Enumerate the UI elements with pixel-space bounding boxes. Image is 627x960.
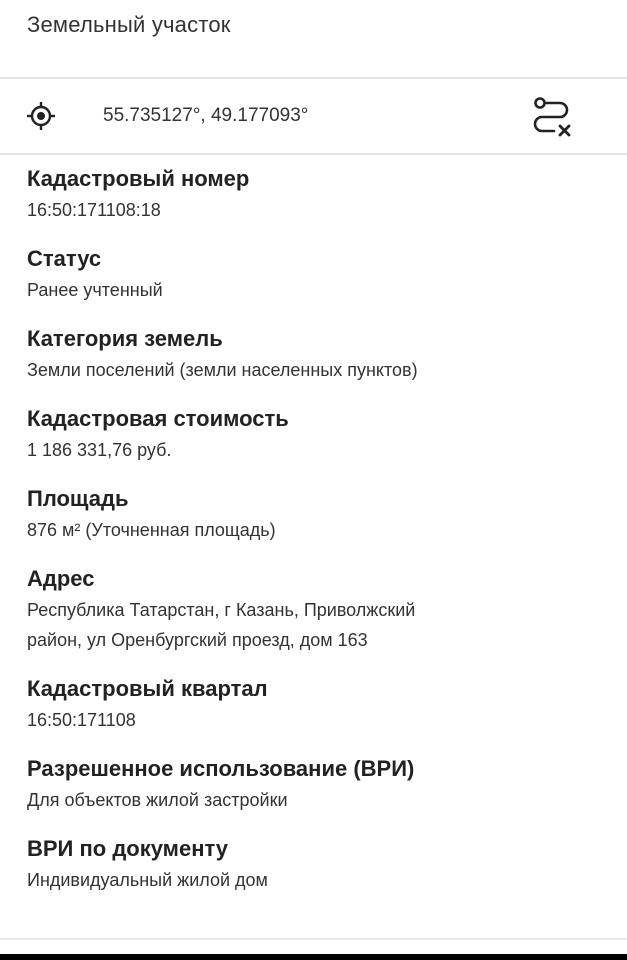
route-icon[interactable]	[530, 95, 574, 139]
coordinates-row	[0, 79, 627, 153]
info-item-permitted-use	[27, 753, 607, 815]
bottom-divider	[0, 938, 627, 940]
info-item-address	[27, 563, 607, 655]
info-item-document-use	[27, 833, 607, 895]
info-label: Разрешенное использование (ВРИ)	[27, 756, 415, 781]
info-label: Адрес	[27, 566, 95, 591]
bottom-edge	[0, 954, 627, 960]
info-item-cadastral-number	[27, 163, 607, 225]
info-label: Кадастровый квартал	[27, 676, 268, 701]
coordinates-value[interactable]: 55.735127°, 49.177093°	[103, 105, 309, 126]
info-label: Категория земель	[27, 326, 223, 351]
info-value: 16:50:171108:18	[27, 200, 161, 220]
info-label: Кадастровая стоимость	[27, 406, 289, 431]
info-value: Индивидуальный жилой дом	[27, 870, 268, 890]
info-item-land-category	[27, 323, 607, 385]
coordinates-divider	[0, 153, 627, 155]
info-label: Площадь	[27, 486, 129, 511]
page-title: Земельный участок	[27, 12, 231, 37]
info-value: Для объектов жилой застройки	[27, 790, 288, 810]
info-label: Статус	[27, 246, 102, 271]
info-value: Ранее учтенный	[27, 280, 163, 300]
target-icon[interactable]	[26, 101, 56, 131]
info-label: Кадастровый номер	[27, 166, 250, 191]
info-value: 16:50:171108	[27, 710, 136, 730]
info-item-area	[27, 483, 607, 545]
info-value: 876 м² (Уточненная площадь)	[27, 520, 276, 540]
property-info-list	[27, 163, 607, 913]
info-label: ВРИ по документу	[27, 836, 229, 861]
info-item-cadastral-quarter	[27, 673, 607, 735]
info-value: 1 186 331,76 руб.	[27, 440, 172, 460]
info-item-status	[27, 243, 607, 305]
header	[0, 0, 627, 77]
info-value: Земли поселений (земли населенных пунктов)	[27, 360, 418, 380]
info-value: Республика Татарстан, г Казань, Приволжский район, ул Оренбургский проезд, дом 163	[27, 600, 416, 650]
info-item-cadastral-value	[27, 403, 607, 465]
